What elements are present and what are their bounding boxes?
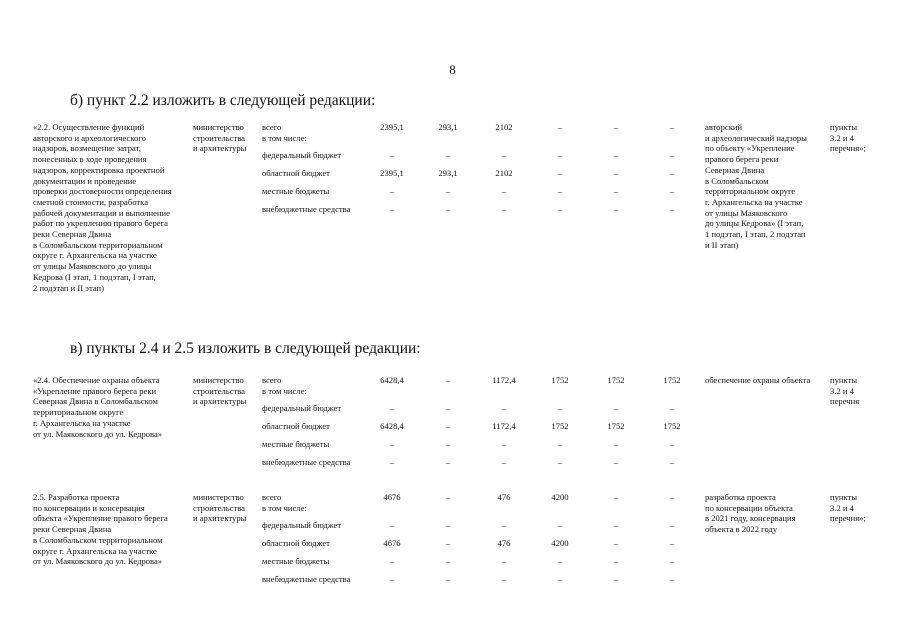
funding-source: местные бюджеты [262,556,330,566]
funding-value: 1752 [663,421,681,431]
result-line: в 2021 году, консервация [705,513,796,524]
result-line: территориальном округе [705,186,796,197]
funding-value: – [445,204,451,214]
funding-value: – [669,204,675,214]
funding-value: 1172,4 [492,375,516,385]
funding-value: – [557,168,563,178]
funding-value: – [445,574,451,584]
funding-source: всего [262,492,282,502]
result-line: и археологический надзоры [705,132,807,143]
result-line: по консервации объекта [705,502,793,513]
funding-value: – [445,520,451,530]
funding-value: – [557,439,563,449]
funding-value: – [557,520,563,530]
measure-name-line: надзоров, возмещение затрат, [33,143,141,154]
funding-source: областной бюджет [262,538,330,548]
measure-name-line: проверки достоверности определения [33,186,172,197]
funding-value: – [613,150,619,160]
funding-value: – [501,574,507,584]
funding-value: – [557,122,563,132]
funding-value: – [445,421,451,431]
funding-value: – [389,204,395,214]
funding-value: – [445,538,451,548]
measure-name-line: г. Архангельска на участке [33,417,131,428]
funding-source: всего [262,122,282,132]
funding-value: 2102 [495,122,513,132]
measure-name-line: сметной стоимости, разработка [33,196,149,207]
points-line: перечня [830,396,860,407]
funding-value: – [501,403,507,413]
measure-name-line: Кедрова (I этап, 1 подэтап, I этап, [33,271,156,282]
funding-value: – [557,186,563,196]
points-line: пункты [830,492,858,502]
measure-name-line: авторского и археологического [33,132,146,143]
funding-source: федеральный бюджет [262,403,342,413]
measure-name-line: от улицы Маяковского до улицы [33,261,152,272]
funding-value: 1752 [551,421,569,431]
points-line: 3.2 и 4 [830,132,854,143]
funding-value: – [669,538,675,548]
funding-value: – [669,457,675,467]
funding-value: – [613,556,619,566]
points-line: 3.2 и 4 [830,502,854,513]
result-line: правого берега реки [705,154,779,165]
funding-value: 1752 [607,421,625,431]
result-line: до улицы Кедрова» (I этап, [705,218,804,229]
measure-name-line: по консервации и консервация [33,502,145,513]
funding-value: 1752 [607,375,625,385]
measure-name-line: объекта «Укрепление правого берега [33,513,168,524]
points-line: пункты [830,122,858,132]
measure-name-line: надзоров, корректировка проектной [33,164,165,175]
funding-source: в том числе: [262,385,307,396]
funding-value: 4676 [383,492,401,502]
result-line: по объекту «Укрепление [705,143,795,154]
funding-source: всего [262,375,282,385]
funding-value: – [501,457,507,467]
funding-value: – [669,186,675,196]
funding-value: – [501,186,507,196]
funding-value: – [557,204,563,214]
measure-name-line: «Укрепление правого берега реки [33,385,157,396]
funding-value: – [445,403,451,413]
funding-value: – [445,186,451,196]
funding-value: – [669,439,675,449]
funding-value: – [669,150,675,160]
funding-value: 1752 [663,375,681,385]
funding-value: – [445,556,451,566]
funding-value: – [613,520,619,530]
measure-name-line: территориальном округе [33,407,124,418]
funding-source: в том числе: [262,502,307,513]
measure-name-line: реки Северная Двина [33,229,112,239]
funding-value: – [389,186,395,196]
funding-source: областной бюджет [262,421,330,431]
funding-value: – [669,556,675,566]
measure-name-line: в Соломбальском территориальном [33,534,163,545]
funding-value: 476 [497,492,511,502]
funding-value: – [501,439,507,449]
funding-source: внебюджетные средства [262,204,351,214]
funding-value: 2395,1 [380,168,404,178]
measure-name-line: работ по укреплению правого берега [33,218,168,229]
measure-name-line: от ул. Маяковского до ул. Кедрова» [33,428,163,439]
funding-value: – [613,403,619,413]
result-line: в Соломбальском [705,175,769,186]
section-heading-v: в) пункты 2.4 и 2.5 изложить в следующей редакции: [70,340,421,357]
funding-value: – [389,150,395,160]
funding-source: внебюджетные средства [262,457,351,467]
funding-value: – [613,186,619,196]
funding-value: – [669,492,675,502]
funding-value: 6428,4 [380,375,404,385]
funding-value: 1752 [551,375,569,385]
result-line: объекта в 2022 году [705,524,778,535]
measure-name-line: «2.4. Обеспечение охраны объекта [33,375,160,385]
measure-name-line: округе г. Архангельска на участке [33,545,157,556]
measure-name-line: рабочей документации и выполнение [33,207,170,218]
funding-value: – [669,168,675,178]
funding-value: – [389,556,395,566]
funding-value: – [445,375,451,385]
executor-line: строительства [193,502,245,513]
funding-value: – [613,457,619,467]
funding-value: 476 [497,538,511,548]
funding-value: 4200 [551,492,569,502]
executor-line: и архитектуры [193,513,247,524]
funding-value: – [669,574,675,584]
measure-name-line: «2.2. Осуществление функций [33,122,145,132]
funding-value: – [501,150,507,160]
executor-line: министерство [193,492,244,502]
executor-line: и архитектуры [193,396,247,407]
funding-value: – [557,574,563,584]
funding-value: – [445,150,451,160]
funding-value: – [557,403,563,413]
result-line: г. Архангельска на участке [705,196,803,207]
funding-value: 2395,1 [380,122,404,132]
funding-value: – [557,457,563,467]
result-line: авторский [705,122,743,132]
result-line: от улицы Маяковского [705,207,788,218]
funding-value: – [669,122,675,132]
executor-line: строительства [193,132,245,143]
funding-source: местные бюджеты [262,186,330,196]
funding-value: 293,1 [438,122,458,132]
page-number: 8 [449,62,456,77]
funding-value: – [613,492,619,502]
funding-value: – [557,150,563,160]
funding-value: – [445,457,451,467]
points-line: пункты [830,375,858,385]
funding-value: – [613,538,619,548]
measure-name-line: документации и проведение [33,175,137,186]
executor-line: министерство [193,122,244,132]
funding-value: – [445,492,451,502]
funding-source: в том числе: [262,132,307,143]
funding-source: федеральный бюджет [262,520,342,530]
points-line: перечня»; [830,143,866,154]
result-line: обеспечение охраны объекта [705,375,811,385]
funding-value: – [501,520,507,530]
funding-source: местные бюджеты [262,439,330,449]
funding-value: – [501,204,507,214]
measure-name-line: от ул. Маяковского до ул. Кедрова» [33,556,163,567]
result-line: Северная Двина [705,164,765,175]
points-line: 3.2 и 4 [830,385,854,396]
result-line: и II этап) [705,239,739,250]
executor-line: и архитектуры [193,143,247,154]
measure-name-line: в Соломбальском территориальном [33,239,163,250]
funding-source: внебюджетные средства [262,574,351,584]
funding-value: 4676 [383,538,401,548]
funding-value: – [389,520,395,530]
funding-value: – [613,122,619,132]
funding-source: федеральный бюджет [262,150,342,160]
funding-value: – [613,439,619,449]
funding-value: – [669,403,675,413]
result-line: разработка проекта [705,492,776,502]
funding-value: 4200 [551,538,569,548]
measure-name-line: понесенных в ходе проведения [33,154,147,165]
funding-value: – [389,574,395,584]
measure-name-line: Северная Двина в Соломбальском [33,396,158,407]
funding-value: – [389,403,395,413]
executor-line: строительства [193,385,245,396]
measure-name-line: округе г. Архангельска на участке [33,250,157,261]
measure-name-line: 2 подэтап и II этап) [33,282,105,293]
funding-value: – [669,520,675,530]
funding-source: областной бюджет [262,168,330,178]
funding-value: – [501,556,507,566]
section-heading-b: б) пункт 2.2 изложить в следующей редакции: [70,92,376,109]
funding-value: 1172,4 [492,421,516,431]
funding-value: – [557,556,563,566]
funding-value: – [389,439,395,449]
funding-value: – [445,439,451,449]
funding-value: – [613,574,619,584]
funding-value: 6428,4 [380,421,404,431]
points-line: перечня»; [830,513,866,524]
measure-name-line: реки Северная Двина [33,524,112,535]
funding-value: 2102 [495,168,513,178]
funding-value: – [613,204,619,214]
funding-value: – [389,457,395,467]
measure-name-line: 2.5. Разработка проекта [33,492,120,502]
funding-value: 293,1 [438,168,458,178]
executor-line: министерство [193,375,244,385]
funding-value: – [613,168,619,178]
result-line: 1 подэтап, I этап, 2 подэтап [705,229,806,239]
